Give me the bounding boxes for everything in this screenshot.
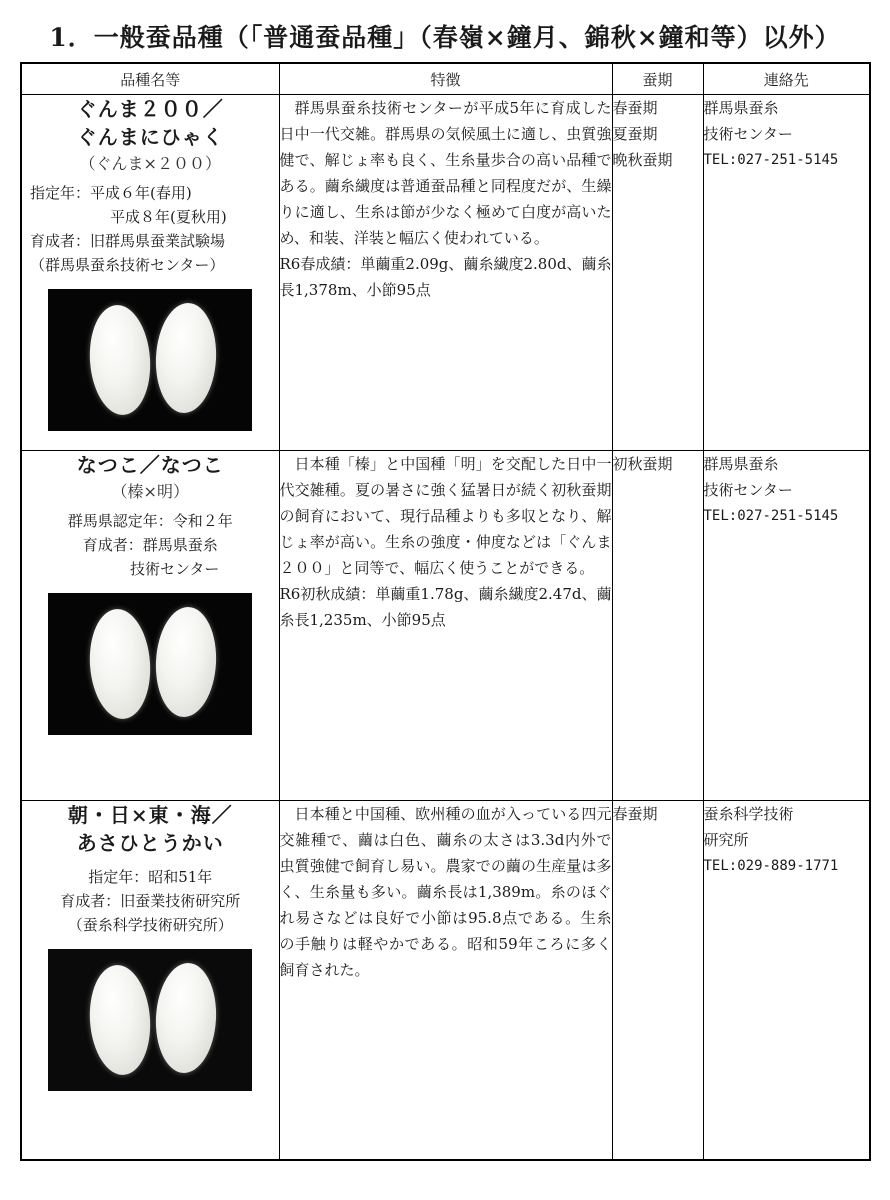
cocoon-left: [86, 963, 154, 1077]
designation-year: 指定年：昭和51年: [88, 868, 213, 886]
features-text: 日本種と中国種、欧州種の血が入っている四元交雑種で、繭は白色、繭糸の太さは3.3d内外で虫質強健で飼育し易い。農家での繭の生産量は多く、生糸量も多い。繭糸長は1,389m。糸のほぐれ易さなどは良好で小節は95.8点である。生糸の手触りは軽やかである。昭和59年ころに多く飼育された。: [279, 805, 612, 979]
table-row: [21, 451, 870, 801]
header-variety-name: 品種名等: [21, 63, 279, 95]
variety-name: 朝・日×東・海／: [67, 803, 233, 827]
season-item: 春蚕期: [612, 805, 658, 823]
contact-cell: [703, 451, 870, 801]
designation-year-extra: 平成８年(夏秋用): [110, 208, 227, 226]
breeder-current: （蚕糸科学技術研究所）: [67, 916, 233, 934]
variety-name: なつこ／なつこ: [76, 453, 224, 477]
cultivar-table: [20, 62, 871, 1161]
variety-cross: （ぐんま×２００）: [79, 154, 221, 173]
season-item: 夏蚕期: [612, 125, 658, 143]
variety-name: ぐんま２００／: [76, 97, 224, 121]
contact-org-2: 技術センター: [703, 481, 793, 499]
cocoon-right: [153, 302, 219, 415]
features-cell: [279, 451, 612, 801]
season-cell: [612, 801, 703, 1161]
page-title: 1．一般蚕品種（「普通蚕品種」（春嶺×鐘月、錦秋×鐘和等）以外）: [49, 23, 841, 52]
variety-name-reading: ぐんまにひゃく: [76, 125, 224, 149]
cocoon-photo: [48, 289, 252, 431]
cocoon-left: [86, 303, 154, 417]
season-cell: [612, 95, 703, 451]
breeder-current: （群馬県蚕糸技術センター）: [30, 256, 225, 274]
contact-phone: TEL:029-889-1771: [703, 858, 839, 874]
variety-cell: [21, 95, 279, 451]
table-header-row: [21, 63, 870, 95]
cocoon-photo: [48, 949, 252, 1091]
season-item: 初秋蚕期: [612, 455, 673, 473]
variety-cell: [21, 801, 279, 1161]
season-cell: [612, 451, 703, 801]
features-text: 群馬県蚕糸技術センターが平成5年に育成した日中一代交雑。群馬県の気候風土に適し、虫質強健で、解じょ率も良く、生糸量歩合の高い品種である。繭糸繊度は普通蚕品種と同程度だが、生繰りに適し、生糸は節が少なく極めて白度が高いため、和装、洋装と幅広く使われている。: [279, 99, 612, 247]
header-contact: 連絡先: [703, 63, 870, 95]
season-item: 晩秋蚕期: [612, 151, 673, 169]
designation-year: 指定年：平成６年(春用): [30, 184, 192, 202]
season-item: 春蚕期: [612, 99, 658, 117]
contact-org-2: 研究所: [703, 831, 749, 849]
table-row: [21, 95, 870, 451]
features-cell: [279, 95, 612, 451]
contact-phone: TEL:027-251-5145: [703, 508, 839, 524]
contact-org-2: 技術センター: [703, 125, 793, 143]
cocoon-left: [86, 607, 154, 721]
cocoon-right: [153, 606, 219, 719]
cocoon-photo: [48, 593, 252, 735]
variety-name-reading: あさひとうかい: [76, 831, 224, 855]
features-cell: [279, 801, 612, 1161]
table-row: [21, 801, 870, 1161]
contact-cell: [703, 801, 870, 1161]
breeder: 育成者：旧蚕業技術研究所: [60, 892, 241, 910]
contact-org: 蚕糸科学技術: [703, 805, 794, 823]
features-text: 日本種「榛」と中国種「明」を交配した日中一代交雑種。夏の暑さに強く猛暑日が続く初秋蚕期の飼育において、現行品種よりも多収となり、解じょ率が高い。生糸の強度・伸度などは「ぐんま２００」と同等で、幅広く使うことができる。: [279, 455, 612, 577]
certification-year: 群馬県認定年：令和２年: [67, 512, 233, 530]
contact-org: 群馬県蚕糸: [703, 99, 779, 117]
header-season: 蚕期: [612, 63, 703, 95]
contact-org: 群馬県蚕糸: [703, 455, 779, 473]
breeder: 育成者：群馬県蚕糸: [82, 536, 218, 554]
variety-cross: （榛×明）: [111, 482, 189, 501]
variety-cell: [21, 451, 279, 801]
results-text: R6春成績：単繭重2.09g、繭糸繊度2.80d、繭糸長1,378m、小節95点: [279, 255, 612, 299]
results-text: R6初秋成績：単繭重1.78g、繭糸繊度2.47d、繭糸長1,235m、小節95点: [279, 585, 612, 629]
contact-phone: TEL:027-251-5145: [703, 152, 839, 168]
breeder-extra: 技術センター: [130, 560, 220, 578]
breeder: 育成者：旧群馬県蚕業試験場: [30, 232, 226, 250]
header-features: 特徴: [279, 63, 612, 95]
contact-cell: [703, 95, 870, 451]
cocoon-right: [153, 962, 219, 1075]
